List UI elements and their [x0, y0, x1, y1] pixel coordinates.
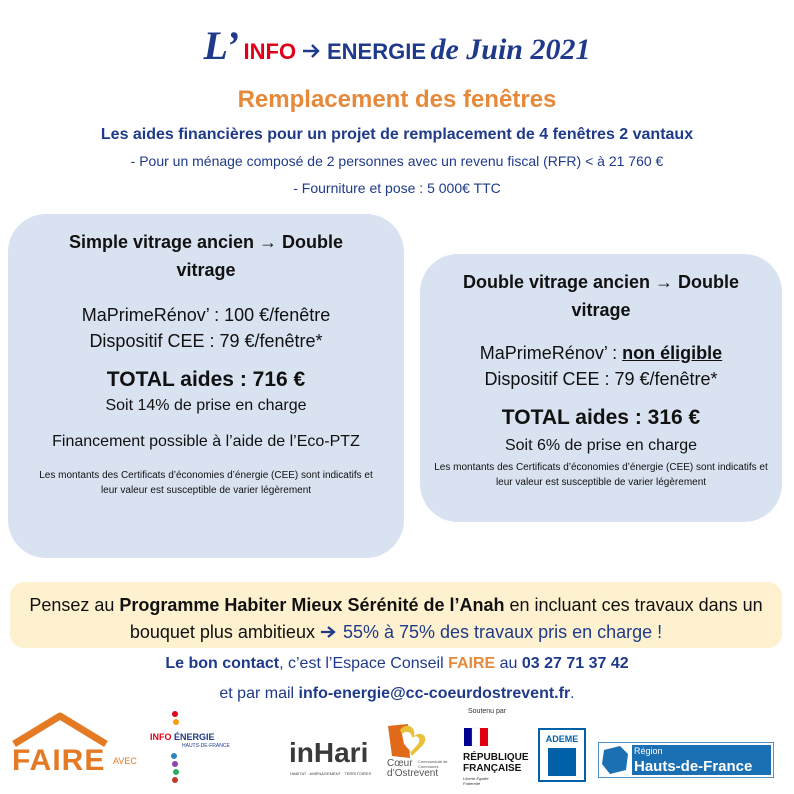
- contact-text: .: [570, 685, 575, 702]
- anah-note: [10, 592, 782, 646]
- contact-line: [0, 655, 794, 673]
- total-aid: TOTAL aides : 316 €: [501, 406, 701, 429]
- republique-francaise-text: RÉPUBLIQUE FRANÇAISE: [463, 752, 529, 774]
- double-glazing-card: [420, 254, 782, 522]
- note-text: en incluant ces travaux dans un bouquet plus ambitieux: [129, 595, 763, 642]
- region-label: Région: [634, 746, 663, 756]
- page-subtitle: Les aides financières pour un projet de remplacement de 4 fenêtres 2 vantaux: [100, 126, 694, 143]
- header-energie: ENERGIE: [326, 39, 426, 64]
- header-suffix: de Juin 2021: [430, 33, 591, 66]
- cee-disclaimer: Les montants des Certificats d’économies d’énergie (CEE) sont indicatifs et leur valeur est susceptible de varier légèrement: [39, 470, 373, 496]
- faire-label: FAIRE: [448, 655, 496, 672]
- info-energie-logo-text: [150, 732, 215, 742]
- energie-text: ÉNERGIE: [174, 732, 215, 742]
- arrow-right-icon: [320, 625, 338, 639]
- header-info: INFO: [243, 39, 297, 64]
- condition-price: - Fourniture et pose : 5 000€ TTC: [293, 180, 501, 196]
- maprimerenov-amount: MaPrimeRénov’ : 100 €/fenêtre: [81, 305, 331, 325]
- email-line: [0, 685, 794, 703]
- maprimerenov-label: MaPrimeRénov’ :: [479, 343, 623, 363]
- total-aid: TOTAL aides : 716 €: [106, 368, 306, 391]
- cee-amount: Dispositif CEE : 79 €/fenêtre*: [89, 331, 323, 351]
- single-glazing-card: [8, 214, 404, 558]
- page-title: Remplacement des fenêtres: [237, 86, 557, 113]
- coeur-ostrevent-text: Cœur d’Ostrevent: [387, 758, 439, 779]
- card-heading: Double vitrage ancien → Double vitrage: [462, 272, 740, 320]
- arrow-right-icon: [302, 42, 322, 60]
- contact-lead: Le bon contact: [165, 655, 280, 672]
- email-link[interactable]: info-energie@cc-coeurdostrevent.fr: [298, 685, 571, 702]
- ademe-logo-icon: [538, 728, 586, 782]
- inhari-logo: inHari: [289, 737, 369, 768]
- cee-amount: Dispositif CEE : 79 €/fenêtre*: [484, 369, 718, 389]
- card-heading: Simple vitrage ancien → Double vitrage: [68, 232, 344, 280]
- eco-ptz-note: Financement possible à l’aide de l’Eco-PTZ: [52, 433, 360, 450]
- note-text: Pensez au: [29, 595, 120, 615]
- coverage-range: 55% à 75% des travaux pris en charge !: [337, 622, 663, 642]
- supported-by-label: Soutenu par: [468, 708, 507, 715]
- phone-number[interactable]: 03 27 71 37 42: [521, 655, 629, 672]
- avec-label: AVEC: [113, 756, 137, 766]
- inhari-tagline: HABITAT · AMÉNAGEMENT · TERRITOIRES: [290, 771, 372, 776]
- not-eligible-label: non éligible: [622, 343, 723, 363]
- condition-household: - Pour un ménage composé de 2 personnes avec un revenu fiscal (RFR) < à 21 760 €: [130, 153, 664, 169]
- program-name: Programme Habiter Mieux Sérénité de l’Anah: [119, 595, 505, 615]
- coverage-share: Soit 14% de prise en charge: [105, 397, 307, 414]
- contact-text: au: [495, 655, 522, 672]
- contact-text: , c’est l’Espace Conseil: [279, 655, 449, 672]
- cee-disclaimer: Les montants des Certificats d’économies d’énergie (CEE) sont indicatifs et leur valeur est susceptible de varier légèrement: [434, 462, 768, 488]
- header-prefix: L’: [203, 23, 240, 68]
- info-energie-region: HAUTS-DE-FRANCE: [182, 743, 230, 749]
- contact-text: et par mail: [219, 685, 299, 702]
- faire-logo-text: FAIRE: [12, 744, 106, 777]
- ademe-logo-text: ADEME: [545, 734, 579, 744]
- maprimerenov-status: [420, 340, 782, 366]
- info-text: INFO: [150, 732, 172, 742]
- region-name: Hauts-de-France: [634, 758, 753, 775]
- coverage-share: Soit 6% de prise en charge: [504, 437, 698, 454]
- coeur-ostrevent-sub: Communauté de Communes: [418, 759, 448, 769]
- newsletter-header: [0, 22, 794, 66]
- republique-motto: Liberté Égalité Fraternité: [463, 776, 489, 786]
